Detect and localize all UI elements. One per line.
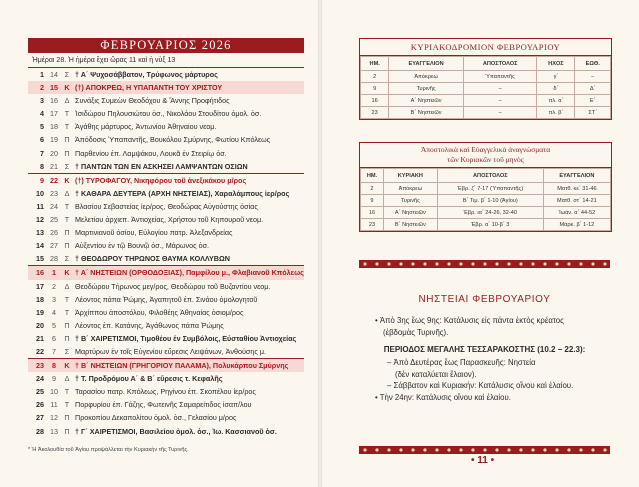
table-header: ΕΩΘ. [575,57,611,71]
feast-text: † Α΄ Ψυχοσάββατον, Τρύφωνος μάρτυρος [75,70,218,79]
weekday-letter: Π [64,320,70,330]
weekday-letter: Σ [64,346,70,356]
calendar-row [28,226,304,239]
day-number: 6 [40,135,44,145]
weekday-letter: Τ [64,387,70,397]
calendar-row [28,345,304,359]
julian-day: 14 [50,70,58,79]
calendar-row [28,372,304,385]
table-row [361,183,611,195]
calendar-row [28,107,304,120]
table-cell: Ἑβρ. ζ΄ 7-17 (Ὑπαπαντῆς) [437,183,543,195]
table-cell: δ΄ [537,83,575,95]
julian-day: 19 [50,135,58,145]
calendar-list [28,67,304,438]
julian-day: 7 [52,346,56,356]
julian-day: 22 [50,175,58,185]
weekday-letter: Τ [64,294,70,304]
weekday-letter: Π [64,426,70,436]
table-cell: 16 [361,207,384,219]
weekday-letter: Π [64,135,70,145]
table-cell: – [575,71,611,83]
weekday-letter: Κ [64,83,70,93]
day-number: 7 [40,148,44,158]
table-header: ΗΜ. [361,57,389,71]
weekday-letter: Κ [64,268,70,278]
feast-text: † ΚΑΘΑΡΑ ΔΕΥΤΕΡΑ (ΑΡΧΗ ΝΗΣΤΕΙΑΣ), Χαραλάμπους ἱερ/ρος [75,188,290,198]
table-cell: πλ. α΄ [537,95,575,107]
feast-text: Μαρτύρων ἐν τοῖς Εὐγενίου εὕρεσις Λειψάνων, Ἀνθούσης μ. [75,346,266,356]
weekday-letter: Σ [64,254,70,264]
julian-day: 25 [50,215,58,225]
page-fold [318,0,322,487]
day-number: 5 [40,122,44,132]
julian-day: 4 [52,307,56,317]
julian-day: 20 [50,148,58,158]
day-number: 9 [40,175,44,185]
table-header: ΚΥΡΙΑΚΗ [383,169,437,183]
table-row [361,195,611,207]
table-cell: Ματθ. στ΄ 14-21 [543,195,610,207]
fasting-line-2b: (δὲν καταλύεται ἔλαιον). [395,369,477,379]
day-number: 4 [40,109,44,119]
fasting-line-1b: (ἑβδομὰς Τυρινῆς). [383,327,449,337]
table-cell: 16 [361,95,389,107]
table-row [361,95,611,107]
left-page [28,38,304,453]
feast-text: † Α΄ ΝΗΣΤΕΙΩΝ (ΟΡΘΟΔΟΞΙΑΣ), Παμφίλου μ., Φλαβιανοῦ Κπόλεως [75,268,304,278]
fasting-title: ΝΗΣΤΕΙΑΙ ΦΕΒΡΟΥΑΡΙΟΥ [418,294,551,305]
table-cell: 23 [361,107,389,119]
weekday-letter: Τ [64,215,70,225]
table-row [361,71,611,83]
julian-day: 8 [52,361,56,371]
weekday-letter: Π [64,228,70,238]
weekday-letter: Π [64,241,70,251]
weekday-letter: Δ [64,374,70,384]
calendar-row [28,252,304,266]
feast-text: Ταρασίου πατρ. Κπόλεως, Ρηγίνου ἐπ. Σκοπέλου ἱερ/ρος [75,387,256,397]
calendar-row [28,120,304,133]
calendar-row [28,398,304,411]
feast-text: (†) ΑΠΟΚΡΕΩ, Η ΥΠΑΠΑΝΤΗ ΤΟΥ ΧΡΙΣΤΟΥ [75,83,223,93]
feast-text: Λέοντος ἐπ. Κατάνης, Ἀγάθωνος πάπα Ῥώμης [75,320,224,330]
calendar-row [28,81,304,94]
feast-text: † Γ΄ ΧΑΙΡΕΤΙΣΜΟΙ, Βασιλείου ὁμολ. ὁσ., Ἰω. Κασσιανοῦ ὁσ. [75,426,277,436]
table-row [361,219,611,231]
calendar-row [28,266,304,279]
day-number: 27 [36,413,44,423]
day-number: 3 [40,96,44,106]
feast-text: Ἀπόδοσις Ὑπαπαντῆς, Βουκόλου Σμύρνης, Φωτίου Κπόλεως [75,135,271,145]
readings-title-line2: τῶν Κυριακῶν τοῦ μηνὸς [447,155,524,164]
feast-text: † Β΄ ΧΑΙΡΕΤΙΣΜΟΙ, Τιμοθέου ἐν Συμβόλοις, Εὐσταθίου Ἀντιοχείας [75,333,297,343]
feast-text: † Τ. Προδρόμου Α΄ & Β΄ εὕρεσις τ. Κεφαλῆς [75,374,223,384]
weekday-letter: Τ [64,201,70,211]
weekday-letter: Σ [64,161,70,171]
calendar-row [28,174,304,187]
table-cell: Ε΄ [575,95,611,107]
day-number: 13 [36,228,44,238]
julian-day: 12 [50,413,58,423]
julian-day: 27 [50,241,58,251]
table-cell: γ΄ [537,71,575,83]
calendar-row [28,332,304,345]
table-cell: Ἀπόκρεω [389,71,464,83]
month-title: ΦΕΒΡΟΥΑΡΙΟΣ 2026 [28,38,304,53]
calendar-row [28,280,304,293]
day-number: 2 [40,83,44,93]
julian-day: 1 [52,268,56,278]
julian-day: 2 [52,281,56,291]
table-header: ΗΧΟΣ [537,57,575,71]
calendar-row [28,319,304,332]
table-header: ΗΜ. [361,169,384,183]
day-number: 19 [36,307,44,317]
weekday-letter: Δ [64,281,70,291]
day-number: 23 [36,361,44,371]
table-cell: ΣΤ΄ [575,107,611,119]
weekday-letter: Δ [64,96,70,106]
weekday-letter: Κ [64,361,70,371]
table-cell: 9 [361,83,389,95]
day-number: 12 [36,215,44,225]
feast-text: Πορφυρίου ἐπ. Γάζης, Φωτεινῆς Σαμαρείτιδος ἰσαπ/λου [75,400,252,410]
weekday-letter: Π [64,413,70,423]
calendar-row [28,213,304,226]
table-header: ΑΠΟΣΤΟΛΟΣ [463,57,537,71]
table-header: ΑΠΟΣΤΟΛΟΣ [437,169,543,183]
table-cell: Ἀπόκρεω [383,183,437,195]
table-cell: Β΄ Νηστειῶν [383,219,437,231]
julian-day: 16 [50,96,58,106]
feast-text: Θεοδώρου Τήρωνος μεγ/ρος, Θεοδώρου τοῦ Βυζαντίου νεομ. [75,281,271,291]
day-number: 16 [36,268,44,278]
table-cell: Α΄ Νηστειῶν [389,95,464,107]
julian-day: 28 [50,254,58,264]
calendar-row [28,147,304,160]
table-cell: Β΄ Νηστειῶν [389,107,464,119]
weekday-letter: Τ [64,307,70,317]
day-number: 10 [36,188,44,198]
calendar-row [28,200,304,213]
day-info: Ἡμέραι 28. Ἡ ἡμέρα ἔχει ὥρας 11 καὶ ἡ νὺξ 13 [32,57,176,64]
fasting-line-2: – Ἀπὸ Δευτέρας ἕως Παρασκευῆς: Νηστεία [387,358,536,367]
calendar-row [28,94,304,107]
feast-text: Ἰσιδώρου Πηλουσιώτου ὁσ., Νικολάου Στουδίτου ὁμολ. ὁσ. [75,109,262,119]
julian-day: 26 [50,228,58,238]
calendar-row [28,411,304,424]
feast-text: Μελετίου ἀρχιεπ. Ἀντιοχείας, Χρήστου τοῦ Κηπουροῦ νεομ. [75,215,264,225]
day-number: 26 [36,400,44,410]
feast-text: † ΠΑΝΤΩΝ ΤΩΝ ΕΝ ΑΣΚΗΣΕΙ ΛΑΜΨΑΝΤΩΝ ΟΣΙΩΝ [75,161,248,171]
table-cell: Μάρκ. β΄ 1-12 [543,219,610,231]
calendar-row [28,133,304,146]
day-number: 21 [36,333,44,343]
table-cell: – [463,83,537,95]
day-number: 8 [40,161,44,171]
weekday-letter: Κ [64,175,70,185]
feast-text: Ἀγάθης μάρτυρος, Ἀντωνίου Ἀθηναίου νεομ. [75,122,217,132]
calendar-row [28,425,304,438]
calendar-row [28,239,304,252]
julian-day: 3 [52,294,56,304]
julian-day: 10 [50,387,58,397]
table-header: ΕΥΑΓΓΕΛΙΟΝ [389,57,464,71]
weekday-letter: Σ [64,70,70,79]
table-cell: Δ΄ [575,83,611,95]
table-cell: Α΄ Νηστειῶν [383,207,437,219]
feast-text: Ἀρχίππου ἀποστόλου, Φιλοθέης Ἀθηναίας ὁσιομ/ρος [75,307,244,317]
day-number: 20 [36,320,44,330]
lent-period-heading: ΠΕΡΙΟΔΟΣ ΜΕΓΑΛΗΣ ΤΕΣΣΑΡΑΚΟΣΤΗΣ (10.2 – 22.3): [383,345,586,354]
table-cell: 23 [361,219,384,231]
day-number: 17 [36,281,44,291]
table-cell: 2 [361,183,384,195]
table-cell: Ἰωάν. α΄ 44-52 [543,207,610,219]
julian-day: 21 [50,161,58,171]
table-cell: Τυρινῆς [383,195,437,207]
calendar-row [28,187,304,200]
calendar-row [28,359,304,372]
julian-day: 13 [50,426,58,436]
table-header: ΕΥΑΓΓΕΛΙΟΝ [543,169,610,183]
readings-table [360,168,611,231]
weekday-letter: Τ [64,109,70,119]
table-cell: 2 [361,71,389,83]
feast-text: Μαρτινιανοῦ ὁσίου, Εὐλογίου πατρ. Ἀλεξανδρείας [75,228,233,238]
readings-title-line1: Ἀποστολικὰ καὶ Εὐαγγελικὰ ἀναγνώσματα [420,145,551,154]
table-cell: Τυρινῆς [389,83,464,95]
day-number: 1 [40,70,44,79]
feast-text: Βλασίου Σεβαστείας ἱερ/ρος, Θεοδώρας Αὐγούστης ὁσίας [75,201,258,211]
calendar-row [28,160,304,174]
ornament-border-top [359,260,610,268]
table-row [361,207,611,219]
weekday-letter: Π [64,333,70,343]
calendar-row [28,68,304,81]
day-number: 15 [36,254,44,264]
table-cell: Β΄ Τιμ. β΄ 1-10 (Ἁγίου) [437,195,543,207]
day-number: 22 [36,346,44,356]
readings-box [359,142,612,232]
feast-text: Λέοντος πάπα Ῥώμης, Ἀγαπητοῦ ἐπ. Σινάου ὁμολογητοῦ [75,294,258,304]
kyriakodromion-box [359,38,612,120]
julian-day: 5 [52,320,56,330]
julian-day: 18 [50,122,58,132]
table-row [361,107,611,119]
table-cell: – [463,95,537,107]
day-number: 24 [36,374,44,384]
table-cell: πλ. β΄ [537,107,575,119]
weekday-letter: Δ [64,188,70,198]
fasting-line-4: • Τὴν 24ην: Κατάλυσις οἴνου καὶ ἐλαίου. [375,392,511,402]
table-cell: Ματθ. κε΄ 31-46 [543,183,610,195]
day-number: 11 [36,201,44,211]
calendar-row [28,293,304,306]
julian-day: 15 [50,83,58,93]
kyriakodromion-table [360,56,611,119]
weekday-letter: Τ [64,400,70,410]
calendar-row [28,306,304,319]
page-number: • 11 • [471,455,495,466]
feast-text: † Β΄ ΝΗΣΤΕΙΩΝ (ΓΡΗΓΟΡΙΟΥ ΠΑΛΑΜΑ), Πολυκάρπου Σμύρνης [75,361,289,371]
table-cell: 9 [361,195,384,207]
table-cell: Ὑπαπαντῆς [463,71,537,83]
day-number: 14 [36,241,44,251]
day-number: 25 [36,387,44,397]
julian-day: 9 [52,374,56,384]
table-cell: Ἑβρ. ια΄ 24-26, 32-40 [437,207,543,219]
table-cell: – [463,107,537,119]
calendar-row [28,385,304,398]
feast-text: Προκοπίου Δεκαπολίτου ὁμολ. ὁσ., Γελασίου μ/ρος [75,413,237,423]
feast-text: Συνάξις Συμεὼν Θεοδόχου & Ἄννης Προφήτιδος [75,96,230,106]
ornament-border-bottom [359,446,610,454]
fasting-line-3: – Σάββατον καὶ Κυριακήν: Κατάλυσις οἴνου καὶ ἐλαίου. [387,381,574,390]
feast-text: Παρθενίου ἐπ. Λαμψάκου, Λουκᾶ ἐν Στειρίῳ ὁσ. [75,148,227,158]
footnote: * Ἡ Ἀκολουθία τοῦ Ἁγίου προψάλλεται τὴν Κυριακὴν τῆς Τυρινῆς. [28,446,189,453]
julian-day: 6 [52,333,56,343]
day-number: 28 [36,426,44,436]
day-number: 18 [36,294,44,304]
weekday-letter: Τ [64,122,70,132]
table-cell: Ἑβρ. α΄ 10-β΄ 3 [437,219,543,231]
weekday-letter: Π [64,148,70,158]
readings-title [360,143,611,168]
kyriakodromion-title: ΚΥΡΙΑΚΟΔΡΟΜΙΟΝ ΦΕΒΡΟΥΑΡΙΟΥ [360,39,611,56]
fasting-section [359,270,610,450]
table-row [361,83,611,95]
julian-day: 23 [50,188,58,198]
feast-text: (†) ΤΥΡΟΦΑΓΟΥ, Νικηφόρου τοῦ ἀνεξικάκου μ/ρος [75,175,247,185]
julian-day: 17 [50,109,58,119]
feast-text: Αὐξεντίου ἐν τῷ Βουνῷ ὁσ., Μάρωνος ὁσ. [75,241,210,251]
fasting-line-1: • Ἀπὸ 3ης ἕως 9ης: Κατάλυσις εἰς πάντα ἐκτὸς κρέατος [375,316,564,325]
julian-day: 24 [50,201,58,211]
julian-day: 11 [50,400,58,410]
feast-text: † ΘΕΟΔΩΡΟΥ ΤΗΡΩΝΟΣ ΘΑΥΜΑ ΚΟΛΛΥΒΩΝ [75,254,230,264]
